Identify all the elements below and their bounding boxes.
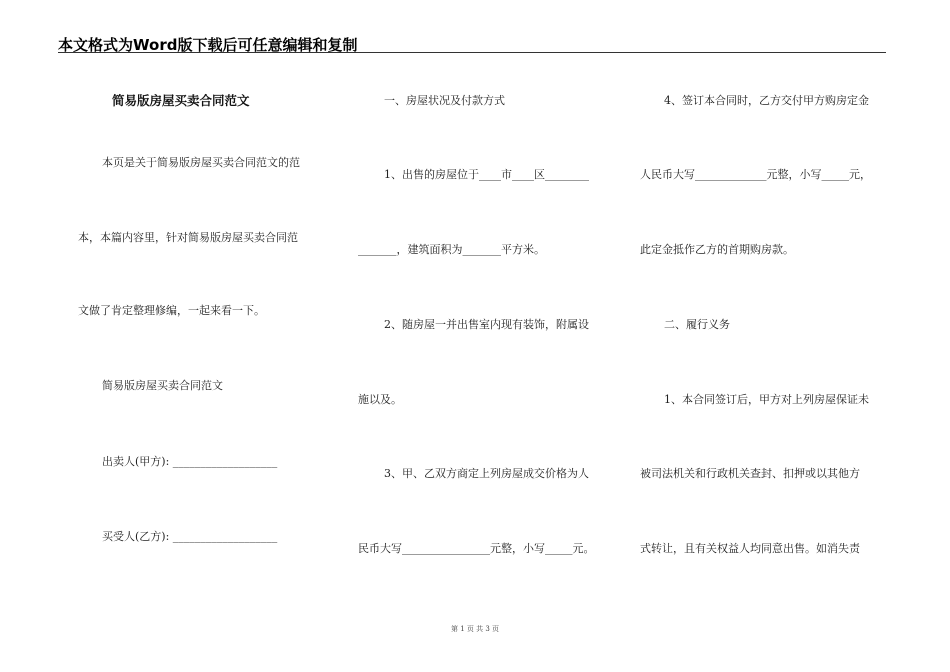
intro-line-1: 本页是关于简易版房屋买卖合同范文的范 [102,156,300,169]
clause-line: 此定金抵作乙方的首期购房款。 [640,243,794,256]
clause-line: 被司法机关和行政机关查封、扣押或以其他方 [640,467,860,480]
clause-line: 1、出售的房屋位于____市____区________ [384,168,589,181]
clause-line: 2、随房屋一并出售室内现有装饰，附属设 [384,318,589,331]
subtitle: 简易版房屋买卖合同范文 [102,379,223,392]
clause-line: 3、甲、乙双方商定上列房屋成交价格为人 [384,467,589,480]
clause-line: 人民币大写_____________元整，小写_____元， [640,168,871,181]
header-divider [58,52,886,53]
intro-line-3: 文做了肯定整理修编，一起来看一下。 [78,304,265,317]
intro-line-2: 本，本篇内容里，针对简易版房屋买卖合同范 [78,231,298,244]
buyer-field: 买受人(乙方): ___________________ [102,530,278,543]
document-header-title: 本文格式为Word版下载后可任意编辑和复制 [58,36,358,54]
seller-field: 出卖人(甲方): ___________________ [102,455,278,468]
page-number: 第 1 页 共 3 页 [450,625,500,633]
clause-line: 4、签订本合同时，乙方交付甲方购房定金 [664,94,869,107]
section-heading-property: 一、房屋状况及付款方式 [384,94,505,107]
clause-line: 施以及。 [358,393,402,406]
clause-line: 1、本合同签订后，甲方对上列房屋保证未 [664,393,869,406]
section-heading-obligations: 二、履行义务 [664,318,730,331]
clause-line: 式转让，且有关权益人均同意出售。如消失责 [640,542,860,555]
clause-line: _______，建筑面积为_______平方米。 [358,243,545,256]
document-title: 简易版房屋买卖合同范文 [112,93,250,108]
clause-line: 民币大写________________元整，小写_____元。 [358,542,595,555]
